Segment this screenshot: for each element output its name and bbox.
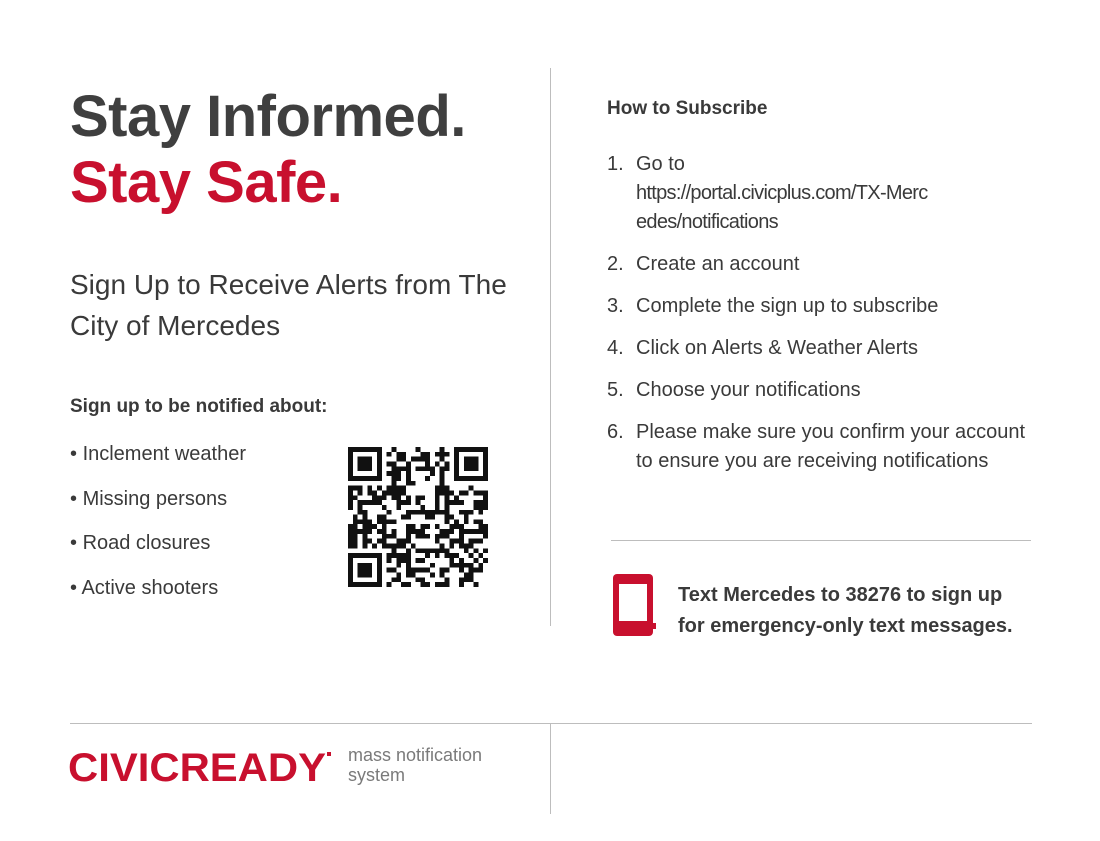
steps-list: [607, 150, 1027, 489]
qr-code-icon[interactable]: [348, 447, 488, 587]
footer-divider: [70, 723, 1032, 724]
text-section-divider: [611, 540, 1031, 541]
step-item: [607, 334, 1027, 363]
step-number: 1.: [607, 153, 624, 175]
civicready-logo: [68, 745, 332, 789]
subtitle: Sign Up to Receive Alerts from The City of Mercedes: [70, 269, 507, 341]
how-to-heading: How to Subscribe: [607, 98, 768, 119]
notify-item-label: Missing persons: [82, 487, 228, 510]
step-text: Create an account: [636, 253, 800, 275]
notify-item-label: Road closures: [82, 532, 211, 554]
step-item: [607, 292, 1027, 321]
headline-line-1: Stay Informed.: [70, 84, 466, 149]
center-divider-bottom: [550, 724, 551, 814]
step-item: [607, 250, 1027, 279]
list-item: • Inclement weather: [70, 443, 246, 465]
notify-heading: Sign up to be notified about:: [70, 396, 328, 417]
step-text: Click on Alerts & Weather Alerts: [636, 337, 918, 359]
step-text: Go to: [636, 153, 685, 175]
tagline-line-1: mass notification: [348, 745, 483, 765]
list-item: • Active shooters: [70, 576, 219, 599]
step-text: Choose your notifications: [636, 379, 861, 401]
notify-list: [70, 440, 246, 618]
step-item: [607, 150, 1027, 237]
portal-link[interactable]: https://portal.civicplus.com/TX-Mercedes/notifications: [636, 182, 928, 233]
step-text: Complete the sign up to subscribe: [636, 295, 939, 317]
step-item: [607, 376, 1027, 405]
step-number: 6.: [607, 421, 624, 443]
step-number: 2.: [607, 253, 624, 275]
list-item: • Missing persons: [70, 487, 228, 510]
logo-text: CIVICREADY: [68, 746, 327, 789]
notify-item-label: Inclement weather: [82, 443, 246, 465]
logo-tagline: [348, 745, 518, 785]
step-item: [607, 418, 1027, 476]
center-divider-top: [550, 68, 551, 626]
headline-line-2: Stay Safe.: [70, 150, 343, 215]
mobile-phone-icon: [612, 573, 656, 637]
step-number: 4.: [607, 337, 624, 359]
step-number: 5.: [607, 379, 624, 401]
step-number: 3.: [607, 295, 624, 317]
text-signup-message: Text Mercedes to 38276 to sign up for emergency-only text messages.: [678, 584, 1013, 637]
step-text: Please make sure you confirm your account to ensure you are receiving notifications: [636, 421, 1026, 472]
notify-item-label: Active shooters: [81, 576, 219, 599]
headline: [70, 84, 466, 216]
list-item: • Road closures: [70, 532, 211, 554]
tagline-line-2: system: [348, 765, 406, 785]
